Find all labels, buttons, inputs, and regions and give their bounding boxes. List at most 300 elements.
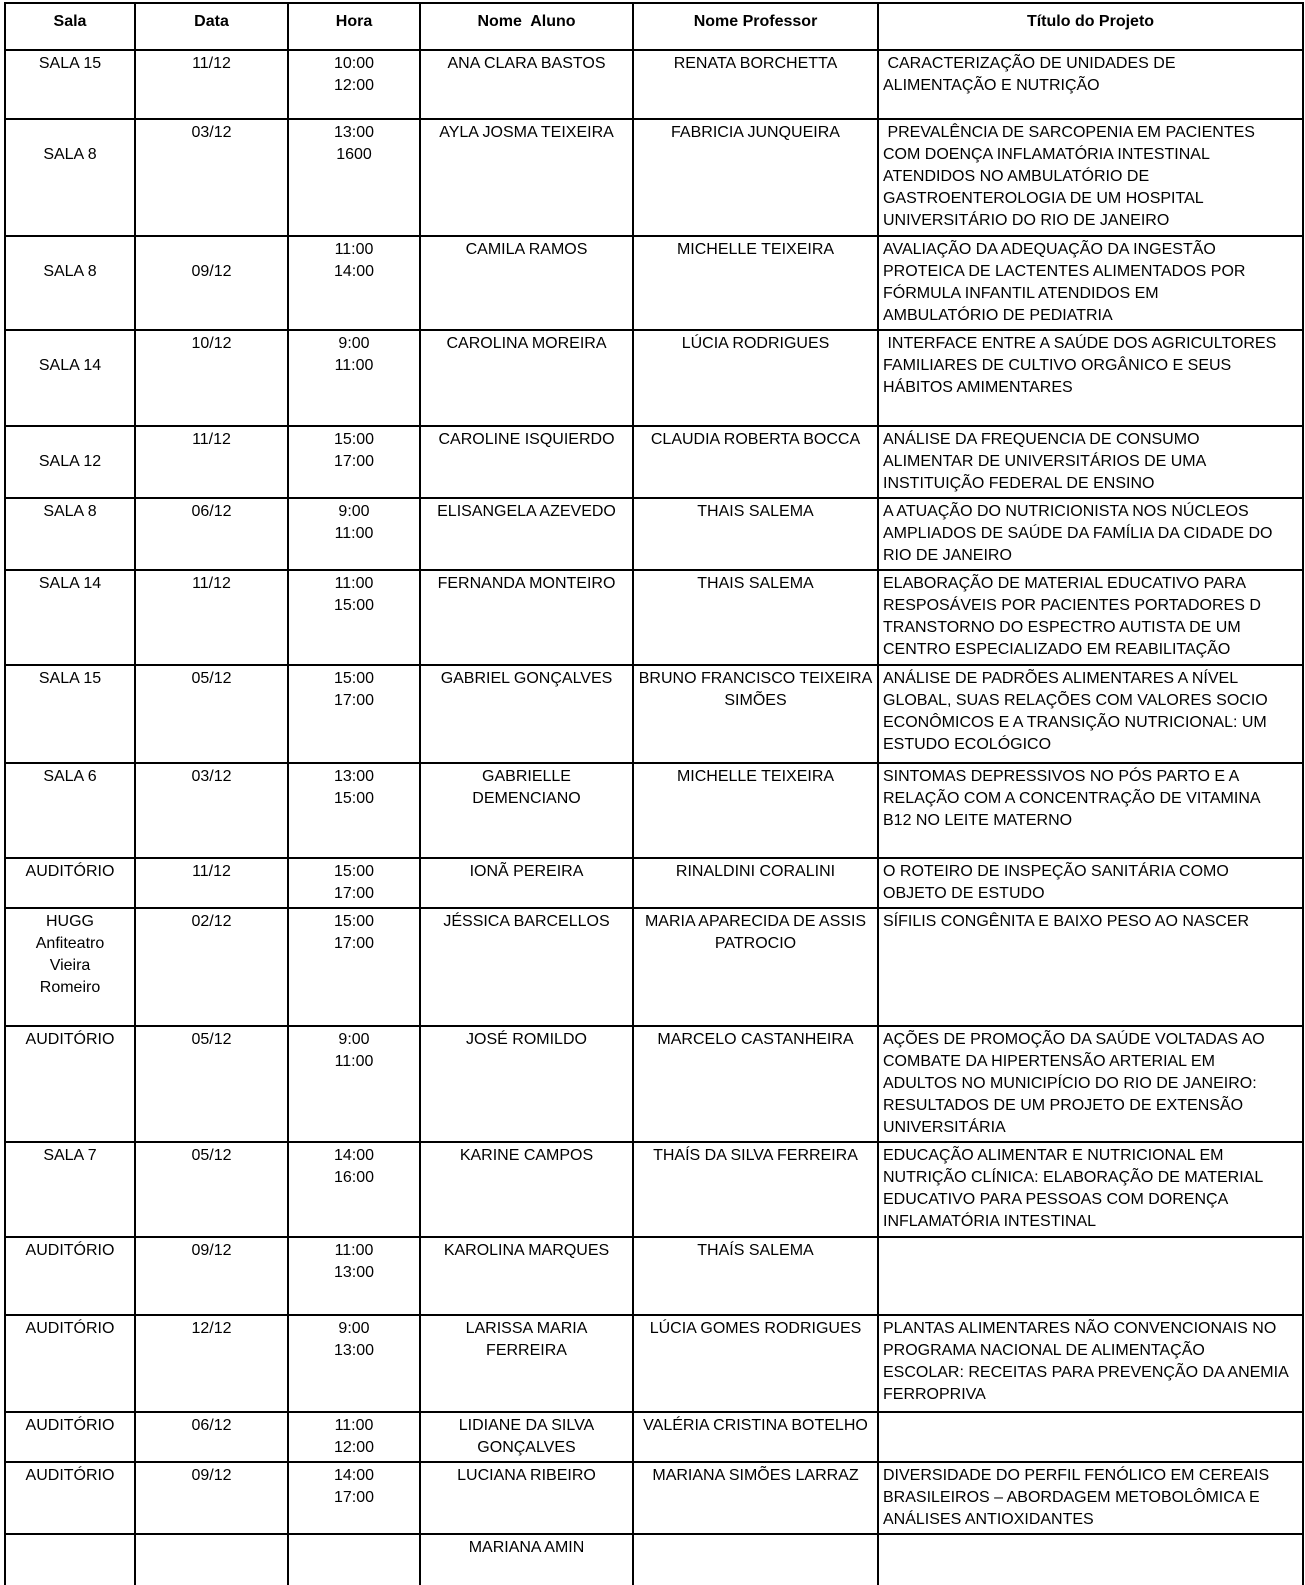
cell-data	[135, 665, 288, 763]
cell-data	[135, 1534, 288, 1585]
cell-line: AUDITÓRIO	[25, 1467, 115, 1484]
cell-line: SALA 8	[43, 146, 97, 163]
cell-line: GLOBAL, SUAS RELAÇÕES COM VALORES SOCIO	[883, 692, 1268, 709]
cell-aluno	[420, 119, 633, 236]
cell-line: RELAÇÃO COM A CONCENTRAÇÃO DE VITAMINA	[883, 790, 1261, 807]
cell-titulo	[878, 426, 1303, 498]
cell-line: 13:00	[333, 1342, 375, 1359]
cell-professor	[633, 1315, 878, 1412]
cell-line: 15:00	[333, 913, 375, 930]
cell-line: MARIANA SIMÕES LARRAZ	[652, 1467, 859, 1484]
cell-line: GABRIEL GONÇALVES	[440, 670, 613, 687]
cell-line: THAIS SALEMA	[697, 575, 814, 592]
cell-sala	[5, 236, 135, 330]
cell-line: EDUCATIVO PARA PESSOAS COM DORENÇA	[883, 1191, 1229, 1208]
cell-line: 03/12	[191, 768, 232, 785]
cell-hora	[288, 570, 420, 665]
cell-aluno	[420, 1315, 633, 1412]
cell-sala	[5, 1462, 135, 1534]
cell-line: UNIVERSITÁRIO DO RIO DE JANEIRO	[883, 212, 1170, 229]
cell-titulo	[878, 1412, 1303, 1462]
cell-aluno	[420, 236, 633, 330]
table-row	[5, 1142, 1303, 1237]
cell-line: 05/12	[191, 670, 232, 687]
cell-hora	[288, 1462, 420, 1534]
cell-line: CAROLINE ISQUIERDO	[438, 431, 615, 448]
cell-line: SALA 15	[38, 55, 102, 72]
cell-hora	[288, 1315, 420, 1412]
table-row	[5, 119, 1303, 236]
header-label: Nome Professor	[693, 13, 818, 30]
cell-line: Romeiro	[39, 979, 101, 996]
table-row	[5, 236, 1303, 330]
cell-line: HÁBITOS AMIMENTARES	[883, 379, 1073, 396]
cell-line: 11/12	[192, 55, 231, 72]
cell-data	[135, 1462, 288, 1534]
cell-line: ADULTOS NO MUNICIPÍCIO DO RIO DE JANEIRO:	[883, 1075, 1257, 1092]
cell-hora	[288, 665, 420, 763]
cell-line: 9:00	[338, 1031, 370, 1048]
cell-aluno	[420, 1237, 633, 1315]
cell-line: SÍFILIS CONGÊNITA E BAIXO PESO AO NASCER	[883, 913, 1250, 930]
cell-data	[135, 858, 288, 908]
cell-line: 13:00	[333, 124, 375, 141]
cell-hora	[288, 858, 420, 908]
cell-professor	[633, 763, 878, 858]
cell-line: NUTRIÇÃO CLÍNICA: ELABORAÇÃO DE MATERIAL	[883, 1169, 1264, 1186]
cell-line: 9:00	[338, 503, 370, 520]
cell-line: CENTRO ESPECIALIZADO EM REABILITAÇÃO	[883, 641, 1231, 658]
cell-line: 09/12	[191, 1467, 232, 1484]
cell-line: COMBATE DA HIPERTENSÃO ARTERIAL EM	[883, 1053, 1215, 1070]
cell-titulo	[878, 1237, 1303, 1315]
cell-sala	[5, 1026, 135, 1142]
cell-line: 11/12	[192, 575, 231, 592]
cell-line: JOSÉ ROMILDO	[466, 1031, 587, 1048]
cell-data	[135, 330, 288, 426]
cell-line: EDUCAÇÃO ALIMENTAR E NUTRICIONAL EM	[883, 1147, 1224, 1164]
cell-line: 12:00	[333, 1439, 375, 1456]
cell-line: 12:00	[333, 77, 375, 94]
cell-data	[135, 498, 288, 570]
cell-line: 16:00	[333, 1169, 375, 1186]
cell-line: Anfiteatro	[35, 935, 105, 952]
cell-sala	[5, 50, 135, 119]
cell-line: RINALDINI CORALINI	[675, 863, 836, 880]
cell-titulo	[878, 908, 1303, 1026]
cell-line: ANÁLISE DE PADRÕES ALIMENTARES A NÍVEL	[883, 670, 1239, 687]
cell-line: FERROPRIVA	[883, 1386, 986, 1403]
cell-data	[135, 50, 288, 119]
cell-line: 11/12	[192, 431, 231, 448]
cell-data	[135, 570, 288, 665]
cell-line: SALA 8	[43, 503, 97, 520]
cell-data	[135, 119, 288, 236]
cell-data	[135, 426, 288, 498]
cell-line	[10, 429, 130, 451]
cell-line: DIVERSIDADE DO PERFIL FENÓLICO EM CEREAIS	[883, 1467, 1270, 1484]
cell-hora	[288, 908, 420, 1026]
cell-sala	[5, 1237, 135, 1315]
table-row	[5, 570, 1303, 665]
cell-line: COM DOENÇA INFLAMATÓRIA INTESTINAL	[883, 146, 1210, 163]
cell-hora	[288, 1142, 420, 1237]
table-row	[5, 1534, 1303, 1585]
cell-sala	[5, 858, 135, 908]
cell-line: PATROCIO	[714, 935, 797, 952]
cell-sala	[5, 1142, 135, 1237]
cell-line: 15:00	[333, 790, 375, 807]
cell-sala	[5, 665, 135, 763]
cell-data	[135, 1412, 288, 1462]
cell-aluno	[420, 498, 633, 570]
cell-professor	[633, 426, 878, 498]
cell-line: A ATUAÇÃO DO NUTRICIONISTA NOS NÚCLEOS	[883, 503, 1249, 520]
cell-line: BRASILEIROS – ABORDAGEM METOBOLÔMICA E	[883, 1489, 1260, 1506]
cell-line: CAMILA RAMOS	[465, 241, 588, 258]
cell-line: 17:00	[333, 1489, 375, 1506]
cell-professor	[633, 665, 878, 763]
header-label: Sala	[53, 13, 87, 30]
cell-line: 13:00	[333, 768, 375, 785]
cell-line: RENATA BORCHETTA	[673, 55, 838, 72]
cell-hora	[288, 1237, 420, 1315]
cell-hora	[288, 119, 420, 236]
header-data	[135, 3, 288, 50]
cell-line: FÓRMULA INFANTIL ATENDIDOS EM	[883, 285, 1159, 302]
cell-line: ALIMENTAR DE UNIVERSITÁRIOS DE UMA	[883, 453, 1207, 470]
cell-line: IONÃ PEREIRA	[469, 863, 584, 880]
cell-line: 13:00	[333, 1264, 375, 1281]
cell-line: CAROLINA MOREIRA	[446, 335, 607, 352]
cell-data	[135, 763, 288, 858]
cell-aluno	[420, 1412, 633, 1462]
cell-line: LÚCIA GOMES RODRIGUES	[649, 1320, 862, 1337]
header-professor	[633, 3, 878, 50]
cell-sala	[5, 1534, 135, 1585]
cell-aluno	[420, 50, 633, 119]
cell-data	[135, 1142, 288, 1237]
cell-line: SINTOMAS DEPRESSIVOS NO PÓS PARTO E A	[883, 768, 1240, 785]
cell-sala	[5, 426, 135, 498]
cell-line: 10:00	[333, 55, 375, 72]
cell-aluno	[420, 426, 633, 498]
cell-titulo	[878, 119, 1303, 236]
cell-line: RESULTADOS DE UM PROJETO DE EXTENSÃO	[883, 1097, 1244, 1114]
cell-line: 03/12	[191, 124, 232, 141]
cell-titulo	[878, 498, 1303, 570]
cell-line: KAROLINA MARQUES	[443, 1242, 610, 1259]
cell-hora	[288, 426, 420, 498]
cell-line: ANÁLISE DA FREQUENCIA DE CONSUMO	[883, 431, 1200, 448]
cell-line: GASTROENTEROLOGIA DE UM HOSPITAL	[883, 190, 1204, 207]
cell-line: 06/12	[191, 503, 232, 520]
cell-line: FABRICIA JUNQUEIRA	[671, 124, 840, 141]
cell-line: 15:00	[333, 431, 375, 448]
cell-line: AÇÕES DE PROMOÇÃO DA SAÚDE VOLTADAS AO	[883, 1031, 1265, 1048]
table-row	[5, 1026, 1303, 1142]
header-label: Data	[194, 13, 229, 30]
cell-line	[10, 122, 130, 144]
cell-line: AUDITÓRIO	[25, 863, 115, 880]
cell-data	[135, 1315, 288, 1412]
cell-line: 1600	[336, 146, 372, 163]
cell-professor	[633, 50, 878, 119]
cell-data	[135, 236, 288, 330]
cell-sala	[5, 763, 135, 858]
cell-line: CLAUDIA ROBERTA BOCCA	[650, 431, 861, 448]
cell-line: 11:00	[334, 357, 374, 374]
cell-line: INFLAMATÓRIA INTESTINAL	[883, 1213, 1097, 1230]
cell-professor	[633, 1462, 878, 1534]
cell-sala	[5, 908, 135, 1026]
cell-professor	[633, 236, 878, 330]
header-hora	[288, 3, 420, 50]
cell-line: ELABORAÇÃO DE MATERIAL EDUCATIVO PARA	[883, 575, 1247, 592]
cell-line: 15:00	[333, 863, 375, 880]
cell-sala	[5, 330, 135, 426]
cell-professor	[633, 570, 878, 665]
cell-line: PROGRAMA NACIONAL DE ALIMENTAÇÃO	[883, 1342, 1205, 1359]
cell-aluno	[420, 665, 633, 763]
cell-titulo	[878, 50, 1303, 119]
cell-data	[135, 908, 288, 1026]
cell-line: PROTEICA DE LACTENTES ALIMENTADOS POR	[883, 263, 1246, 280]
cell-line: GONÇALVES	[477, 1439, 576, 1456]
cell-sala	[5, 498, 135, 570]
cell-line: 15:00	[333, 597, 375, 614]
cell-line: 9:00	[338, 1320, 370, 1337]
table-row	[5, 908, 1303, 1026]
cell-titulo	[878, 1462, 1303, 1534]
cell-aluno	[420, 1026, 633, 1142]
table-row	[5, 1412, 1303, 1462]
table-row	[5, 1315, 1303, 1412]
cell-titulo	[878, 763, 1303, 858]
cell-titulo	[878, 1315, 1303, 1412]
cell-line: LIDIANE DA SILVA	[458, 1417, 595, 1434]
cell-line: GABRIELLE	[482, 768, 571, 785]
cell-line: BRUNO FRANCISCO TEIXEIRA	[638, 670, 873, 687]
cell-line: AYLA JOSMA TEIXEIRA	[439, 124, 614, 141]
header-sala	[5, 3, 135, 50]
header-label: Nome Aluno	[477, 13, 576, 30]
cell-line: O ROTEIRO DE INSPEÇÃO SANITÁRIA COMO	[883, 863, 1229, 880]
header-label: Hora	[335, 13, 373, 30]
cell-aluno	[420, 908, 633, 1026]
cell-line: AMBULATÓRIO DE PEDIATRIA	[883, 307, 1113, 324]
cell-professor	[633, 1412, 878, 1462]
cell-line: LÚCIA RODRIGUES	[681, 335, 830, 352]
cell-line: 09/12	[191, 263, 232, 280]
cell-aluno	[420, 1462, 633, 1534]
cell-line: CARACTERIZAÇÃO DE UNIDADES DE	[883, 55, 1176, 72]
cell-line: 9:00	[338, 335, 370, 352]
cell-line: FERNANDA MONTEIRO	[437, 575, 616, 592]
table-row	[5, 763, 1303, 858]
cell-line: SIMÕES	[724, 692, 787, 709]
cell-line: FERREIRA	[486, 1342, 567, 1359]
cell-line: RIO DE JANEIRO	[883, 547, 1012, 564]
table-row	[5, 1237, 1303, 1315]
cell-line	[10, 239, 130, 261]
cell-aluno	[420, 858, 633, 908]
cell-professor	[633, 1534, 878, 1585]
cell-line: ANÁLISES ANTIOXIDANTES	[883, 1511, 1094, 1528]
cell-line: RESPOSÁVEIS POR PACIENTES PORTADORES D	[883, 597, 1261, 614]
cell-line: AUDITÓRIO	[25, 1320, 115, 1337]
cell-line: ESCOLAR: RECEITAS PARA PREVENÇÃO DA ANEMIA	[883, 1364, 1289, 1381]
cell-line: AVALIAÇÃO DA ADEQUAÇÃO DA INGESTÃO	[883, 241, 1216, 258]
cell-titulo	[878, 236, 1303, 330]
cell-line: 12/12	[191, 1320, 232, 1337]
cell-line: SALA 7	[43, 1147, 97, 1164]
cell-hora	[288, 330, 420, 426]
cell-line: 17:00	[333, 885, 375, 902]
table-row	[5, 330, 1303, 426]
cell-hora	[288, 50, 420, 119]
cell-line: 14:00	[333, 1467, 375, 1484]
cell-aluno	[420, 1534, 633, 1585]
schedule-table	[4, 2, 1304, 1585]
header-aluno	[420, 3, 633, 50]
cell-line: 11/12	[192, 863, 231, 880]
cell-line: 14:00	[333, 1147, 375, 1164]
cell-line: 11:00	[334, 241, 374, 258]
cell-line: THAÍS SALEMA	[697, 1242, 814, 1259]
cell-line: ATENDIDOS NO AMBULATÓRIO DE	[883, 168, 1150, 185]
cell-line: SALA 14	[38, 357, 102, 374]
cell-line: ANA CLARA BASTOS	[447, 55, 606, 72]
cell-line: 11:00	[334, 1417, 374, 1434]
cell-professor	[633, 1142, 878, 1237]
cell-titulo	[878, 665, 1303, 763]
cell-line: SALA 8	[43, 263, 97, 280]
cell-hora	[288, 763, 420, 858]
cell-line: 15:00	[333, 670, 375, 687]
cell-line: JÉSSICA BARCELLOS	[443, 913, 610, 930]
cell-line: MICHELLE TEIXEIRA	[676, 768, 835, 785]
cell-line: LUCIANA RIBEIRO	[457, 1467, 596, 1484]
cell-line: 11:00	[334, 1053, 374, 1070]
cell-aluno	[420, 763, 633, 858]
cell-line: 06/12	[191, 1417, 232, 1434]
cell-titulo	[878, 1142, 1303, 1237]
cell-line: 17:00	[333, 453, 375, 470]
cell-titulo	[878, 570, 1303, 665]
cell-sala	[5, 1412, 135, 1462]
cell-sala	[5, 119, 135, 236]
table-row	[5, 426, 1303, 498]
cell-titulo	[878, 330, 1303, 426]
cell-line: 17:00	[333, 935, 375, 952]
cell-sala	[5, 1315, 135, 1412]
cell-line: MICHELLE TEIXEIRA	[676, 241, 835, 258]
cell-line: DEMENCIANO	[472, 790, 581, 807]
header-titulo	[878, 3, 1303, 50]
cell-hora	[288, 498, 420, 570]
cell-line: B12 NO LEITE MATERNO	[883, 812, 1073, 829]
cell-hora	[288, 1534, 420, 1585]
cell-professor	[633, 1237, 878, 1315]
cell-aluno	[420, 1142, 633, 1237]
header-label: Título do Projeto	[1026, 13, 1155, 30]
cell-line: MARIA APARECIDA DE ASSIS	[644, 913, 867, 930]
cell-line: KARINE CAMPOS	[459, 1147, 594, 1164]
cell-professor	[633, 119, 878, 236]
cell-professor	[633, 1026, 878, 1142]
cell-line: MARCELO CASTANHEIRA	[657, 1031, 854, 1048]
cell-line: HUGG	[46, 913, 94, 930]
cell-line: 05/12	[191, 1031, 232, 1048]
cell-line: THAÍS DA SILVA FERREIRA	[653, 1147, 858, 1164]
cell-line: PREVALÊNCIA DE SARCOPENIA EM PACIENTES	[883, 124, 1255, 141]
cell-line: THAIS SALEMA	[697, 503, 814, 520]
cell-titulo	[878, 858, 1303, 908]
cell-line: LARISSA MARIA	[465, 1320, 588, 1337]
cell-aluno	[420, 570, 633, 665]
cell-line: ECONÔMICOS E A TRANSIÇÃO NUTRICIONAL: UM	[883, 714, 1267, 731]
cell-line: UNIVERSITÁRIA	[883, 1119, 1006, 1136]
cell-line: Vieira	[49, 957, 91, 974]
cell-professor	[633, 330, 878, 426]
cell-line: 10/12	[191, 335, 232, 352]
cell-line: FAMILIARES DE CULTIVO ORGÂNICO E SEUS	[883, 357, 1232, 374]
cell-line: 17:00	[333, 692, 375, 709]
cell-line: 11:00	[334, 525, 374, 542]
cell-line: PLANTAS ALIMENTARES NÃO CONVENCIONAIS NO	[883, 1320, 1277, 1337]
table-row	[5, 1462, 1303, 1534]
table-row	[5, 498, 1303, 570]
cell-data	[135, 1237, 288, 1315]
cell-line: INTERFACE ENTRE A SAÚDE DOS AGRICULTORES	[883, 335, 1277, 352]
cell-line: MARIANA AMIN	[468, 1539, 585, 1556]
cell-hora	[288, 236, 420, 330]
cell-line: AUDITÓRIO	[25, 1031, 115, 1048]
cell-line	[140, 239, 283, 261]
cell-line: 09/12	[191, 1242, 232, 1259]
cell-line: AMPLIADOS DE SAÚDE DA FAMÍLIA DA CIDADE DO	[883, 525, 1273, 542]
table-row	[5, 665, 1303, 763]
cell-line: 14:00	[333, 263, 375, 280]
cell-professor	[633, 858, 878, 908]
cell-hora	[288, 1026, 420, 1142]
cell-line: 02/12	[191, 913, 232, 930]
cell-line: 05/12	[191, 1147, 232, 1164]
cell-data	[135, 1026, 288, 1142]
table-row	[5, 50, 1303, 119]
cell-line	[10, 333, 130, 355]
cell-line: SALA 14	[38, 575, 102, 592]
cell-hora	[288, 1412, 420, 1462]
cell-line: AUDITÓRIO	[25, 1417, 115, 1434]
cell-line: OBJETO DE ESTUDO	[883, 885, 1045, 902]
cell-line: 11:00	[334, 575, 374, 592]
cell-line: ALIMENTAÇÃO E NUTRIÇÃO	[883, 77, 1100, 94]
header-row	[5, 3, 1303, 50]
cell-titulo	[878, 1534, 1303, 1585]
cell-line: ELISANGELA AZEVEDO	[437, 503, 616, 520]
cell-sala	[5, 570, 135, 665]
cell-line: INSTITUIÇÃO FEDERAL DE ENSINO	[883, 475, 1155, 492]
cell-line: SALA 15	[38, 670, 102, 687]
cell-titulo	[878, 1026, 1303, 1142]
cell-professor	[633, 498, 878, 570]
table-row	[5, 858, 1303, 908]
cell-professor	[633, 908, 878, 1026]
cell-line: ESTUDO ECOLÓGICO	[883, 736, 1052, 753]
cell-aluno	[420, 330, 633, 426]
